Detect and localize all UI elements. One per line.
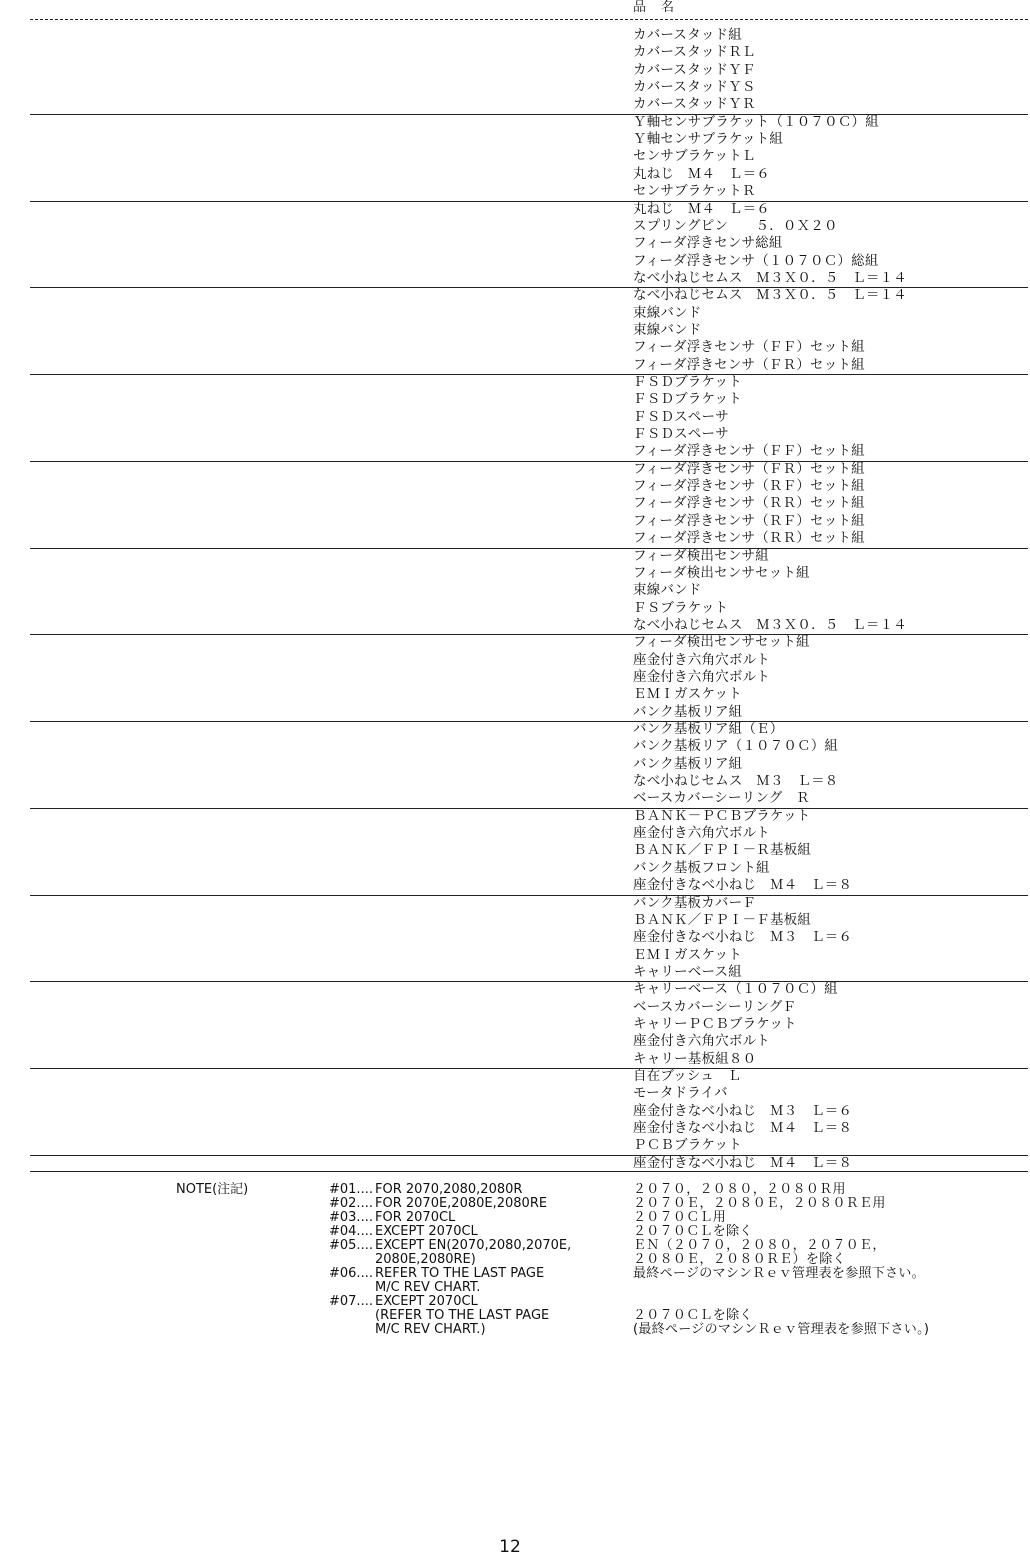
note-english-text: EXCEPT 2070CL xyxy=(375,1224,478,1239)
note-code: #01.... xyxy=(329,1182,373,1197)
part-name: モータドライバ xyxy=(633,1085,728,1102)
part-name: 束線バンド xyxy=(633,582,702,599)
part-name: 座金付きなべ小ねじ Ｍ４ Ｌ＝８ xyxy=(633,877,853,894)
part-name: バンク基板リア組 xyxy=(633,703,743,720)
group-divider-line xyxy=(30,1171,1028,1172)
note-english-text: M/C REV CHART.) xyxy=(375,1322,486,1337)
part-name: なべ小ねじセムス Ｍ３Ｘ０．５ Ｌ＝１４ xyxy=(633,269,907,286)
part-name: バンク基板リア組（Ｅ） xyxy=(633,721,784,737)
part-name: キャリー基板組８０ xyxy=(633,1050,757,1067)
note-japanese-text: ２０７０Ｅ，２０８０Ｅ，２０８０ＲＥ用 xyxy=(633,1196,886,1211)
part-name: ＢＡＮＫ／ＦＰＩ－Ｒ基板組 xyxy=(633,842,812,859)
part-name: ＰＣＢブラケット xyxy=(633,1137,742,1154)
part-name: 座金付きなべ小ねじ Ｍ４ Ｌ＝８ xyxy=(633,1154,853,1171)
note-code: #05.... xyxy=(329,1238,373,1253)
part-name: フィーダ浮きセンサ（ＲＲ）セット組 xyxy=(633,530,865,547)
group-divider-line xyxy=(30,1068,1028,1069)
part-name: フィーダ浮きセンサ（ＦＲ）セット組 xyxy=(633,460,865,477)
group-divider-line xyxy=(30,461,1028,462)
group-divider-line xyxy=(30,808,1028,809)
part-name: フィーダ浮きセンサ（ＲＲ）セット組 xyxy=(633,495,865,512)
part-name: 丸ねじ Ｍ４ Ｌ＝６ xyxy=(633,200,770,217)
part-name: ベースカバーシーリングＦ xyxy=(633,998,797,1015)
part-name: 座金付き六角穴ボルト xyxy=(633,651,770,668)
part-name: ＦＳＤスペーサ xyxy=(633,426,729,443)
part-name: フィーダ検出センサセット組 xyxy=(633,634,810,651)
group-divider-line xyxy=(30,981,1028,982)
note-english-text: M/C REV CHART. xyxy=(375,1280,481,1295)
group-divider-line xyxy=(30,634,1028,635)
part-name: キャリーＰＣＢブラケット xyxy=(633,1015,797,1032)
part-name: 自在ブッシュ Ｌ xyxy=(633,1068,742,1084)
part-name-column-header: 品 名 xyxy=(633,0,676,15)
part-name: フィーダ検出センサセット組 xyxy=(633,564,810,581)
note-english-text: FOR 2070CL xyxy=(375,1210,456,1225)
part-name: 座金付きなべ小ねじ Ｍ３ Ｌ＝６ xyxy=(633,929,853,946)
group-divider-line xyxy=(30,114,1028,115)
part-name: バンク基板カバーＦ xyxy=(633,894,757,911)
note-japanese-text: ＥＮ（２０７０，２０８０，２０７０Ｅ， xyxy=(633,1238,886,1253)
part-name: フィーダ浮きセンサ（ＦＦ）セット組 xyxy=(633,443,865,460)
part-name: 座金付きなべ小ねじ Ｍ４ Ｌ＝８ xyxy=(633,1120,853,1137)
part-name: 座金付き六角穴ボルト xyxy=(633,668,770,685)
note-japanese-text: (最終ページのマシンＲｅｖ管理表を参照下さい。) xyxy=(633,1322,930,1337)
part-name: フィーダ浮きセンサ（ＲＦ）セット組 xyxy=(633,512,865,529)
note-code: #06.... xyxy=(329,1266,373,1281)
part-name: カバースタッドＹＲ xyxy=(633,96,756,113)
part-name: ＥＭＩガスケット xyxy=(633,686,742,703)
note-japanese-text: ２０７０ＣＬを除く xyxy=(633,1308,753,1323)
note-english-text: (REFER TO THE LAST PAGE xyxy=(375,1308,550,1323)
part-name: スプリングピン ５．０Ｘ２０ xyxy=(633,217,838,234)
note-code: #07.... xyxy=(329,1294,373,1309)
group-divider-line xyxy=(30,548,1028,549)
part-name: バンク基板リア組 xyxy=(633,755,743,772)
part-name: バンク基板フロント組 xyxy=(633,859,770,876)
part-name: ＦＳＤスペーサ xyxy=(633,408,729,425)
group-divider-line xyxy=(30,287,1028,288)
note-japanese-text: ２０８０Ｅ，２０８０ＲＥ）を除く xyxy=(633,1252,846,1267)
note-english-text: EXCEPT EN(2070,2080,2070E, xyxy=(375,1238,572,1253)
part-name: Ｙ軸センサブラケット（１０７０Ｃ）組 xyxy=(633,113,879,130)
part-name: 座金付きなべ小ねじ Ｍ３ Ｌ＝６ xyxy=(633,1102,853,1119)
part-name: フィーダ浮きセンサ（ＦＦ）セット組 xyxy=(633,339,865,356)
group-divider-line xyxy=(30,721,1028,722)
header-dashed-divider xyxy=(30,19,1028,20)
page-number: 12 xyxy=(499,1537,521,1557)
group-divider-line xyxy=(30,1155,1028,1156)
part-name: ＦＳＤブラケット xyxy=(633,391,742,408)
part-name: キャリーベース（１０７０Ｃ）組 xyxy=(633,981,838,998)
note-english-text: FOR 2070,2080,2080R xyxy=(375,1182,523,1197)
note-japanese-text: ２０７０ＣＬを除く xyxy=(633,1224,753,1239)
part-name: カバースタッド組 xyxy=(633,27,742,43)
part-name: 束線バンド xyxy=(633,304,702,321)
part-name: なべ小ねじセムス Ｍ３Ｘ０．５ Ｌ＝１４ xyxy=(633,287,907,304)
part-name: なべ小ねじセムス Ｍ３Ｘ０．５ Ｌ＝１４ xyxy=(633,616,907,633)
part-name: カバースタッドＹＦ xyxy=(633,61,756,78)
group-divider-line xyxy=(30,374,1028,375)
part-name: 束線バンド xyxy=(633,321,702,338)
part-name: フィーダ浮きセンサ（ＦＲ）セット組 xyxy=(633,356,865,373)
part-name: ＢＡＮＫ－ＰＣＢブラケット xyxy=(633,807,811,824)
part-name: カバースタッドＲＬ xyxy=(633,44,756,61)
part-name: カバースタッドＹＳ xyxy=(633,79,756,96)
part-name: ＢＡＮＫ／ＦＰＩ－Ｆ基板組 xyxy=(633,911,812,928)
part-name: フィーダ浮きセンサ総組 xyxy=(633,235,783,252)
note-japanese-text: 最終ページのマシンＲｅｖ管理表を参照下さい。 xyxy=(633,1266,926,1281)
note-english-text: FOR 2070E,2080E,2080RE xyxy=(375,1196,548,1211)
note-english-text: EXCEPT 2070CL xyxy=(375,1294,478,1309)
note-japanese-text: ２０７０ＣＬ用 xyxy=(633,1210,727,1225)
part-name: ＦＳＤブラケット xyxy=(633,374,742,390)
part-name: 丸ねじ Ｍ４ Ｌ＝６ xyxy=(633,165,770,182)
part-name: センサブラケットＬ xyxy=(633,148,756,165)
note-code: #02.... xyxy=(329,1196,373,1211)
part-name: センサブラケットＲ xyxy=(633,183,756,200)
note-english-text: 2080E,2080RE) xyxy=(375,1252,476,1267)
part-name: ＦＳブラケット xyxy=(633,599,729,616)
note-japanese-text: ２０７０，２０８０，２０８０Ｒ用 xyxy=(633,1182,846,1197)
part-name: なべ小ねじセムス Ｍ３ Ｌ＝８ xyxy=(633,773,839,790)
note-code: #03.... xyxy=(329,1210,373,1225)
part-name: Ｙ軸センサブラケット組 xyxy=(633,131,784,148)
part-name: 座金付き六角穴ボルト xyxy=(633,825,770,842)
part-name: フィーダ検出センサ組 xyxy=(633,547,769,564)
part-name: キャリーベース組 xyxy=(633,963,742,980)
note-english-text: REFER TO THE LAST PAGE xyxy=(375,1266,545,1281)
group-divider-line xyxy=(30,895,1028,896)
part-name: フィーダ浮きセンサ（１０７０Ｃ）総組 xyxy=(633,252,879,269)
part-name: バンク基板リア（１０７０Ｃ）組 xyxy=(633,738,839,755)
part-name: フィーダ浮きセンサ（ＲＦ）セット組 xyxy=(633,478,865,495)
part-name: ベースカバーシーリング Ｒ xyxy=(633,790,810,807)
group-divider-line xyxy=(30,201,1028,202)
part-name: ＥＭＩガスケット xyxy=(633,946,742,963)
note-code: #04.... xyxy=(329,1224,373,1239)
part-name: 座金付き六角穴ボルト xyxy=(633,1033,770,1050)
notes-label: NOTE(注記) xyxy=(176,1182,249,1197)
